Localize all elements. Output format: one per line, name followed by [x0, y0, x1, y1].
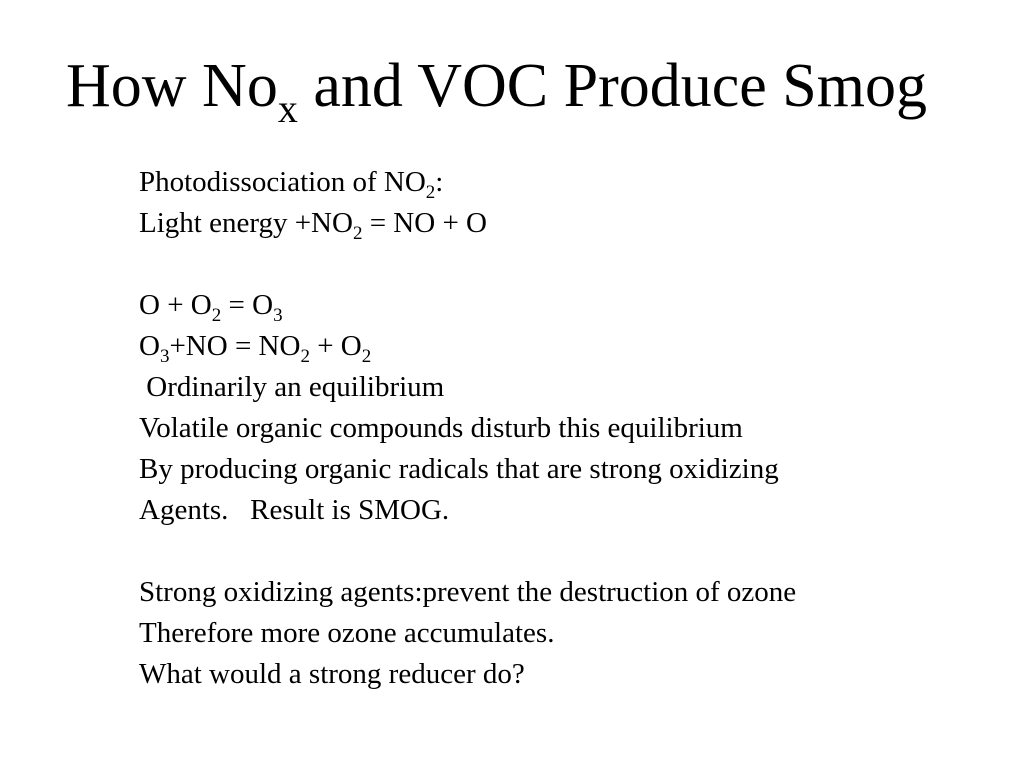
subscript: 3: [159, 346, 170, 367]
line-text: :: [435, 166, 444, 198]
blank-line: [139, 244, 796, 285]
body-line: [139, 449, 796, 490]
subscript: 2: [352, 223, 363, 244]
body-line: [139, 654, 796, 695]
subscript: 2: [300, 346, 310, 367]
subscript: 2: [425, 182, 436, 203]
line-text: What would a strong reducer do?: [139, 658, 525, 690]
line-text: = O: [221, 289, 274, 321]
line-text: Strong oxidizing agents:prevent the destruction of ozone: [139, 576, 797, 608]
body-line: [139, 572, 796, 613]
line-text: Light energy +NO: [139, 207, 353, 239]
line-text: By producing organic radicals that are strong oxidizing: [139, 453, 779, 485]
subscript: 2: [211, 305, 222, 326]
body-line: [139, 613, 796, 654]
slide-body: [139, 162, 796, 695]
line-text: O + O: [139, 289, 212, 321]
line-text: Ordinarily an equilibrium: [139, 371, 445, 403]
line-text: Volatile organic compounds disturb this equilibrium: [139, 412, 743, 444]
line-text: +NO = NO: [169, 330, 301, 362]
body-line: [139, 367, 796, 408]
body-line: [139, 203, 796, 244]
body-line: [139, 490, 796, 531]
line-text: Agents. Result is SMOG.: [139, 494, 450, 526]
blank-line: [139, 531, 796, 572]
line-text: + O: [309, 330, 362, 362]
body-line: [139, 326, 796, 367]
title-text-end: and VOC Produce Smog: [297, 52, 928, 120]
body-line: [139, 408, 796, 449]
title-text-start: How No: [66, 52, 278, 120]
subscript: 2: [361, 346, 372, 367]
line-text: O: [139, 330, 160, 362]
body-line: [139, 285, 796, 326]
body-line: [139, 162, 796, 203]
line-text: Photodissociation of NO: [139, 166, 426, 198]
subscript: 3: [273, 305, 283, 326]
line-text: Therefore more ozone accumulates.: [139, 617, 555, 649]
line-text: = NO + O: [362, 207, 487, 239]
title-subscript: x: [277, 86, 298, 131]
slide-title: [66, 48, 927, 131]
